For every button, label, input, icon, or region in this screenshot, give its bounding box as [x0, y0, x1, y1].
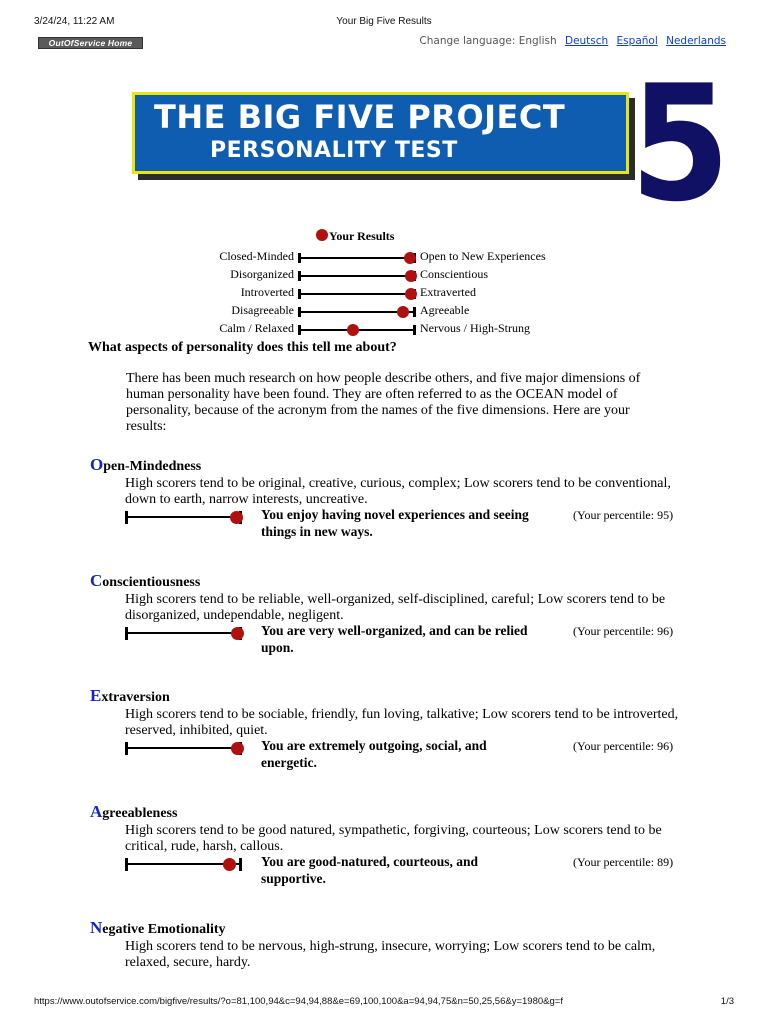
summary-row: [0, 302, 768, 320]
section-question-heading: What aspects of personality does this tell me about?: [88, 340, 397, 355]
factor-title: Open-Mindedness: [90, 455, 202, 474]
factor-percentile: (Your percentile: 89): [573, 855, 674, 869]
summary-row: [0, 266, 768, 284]
banner-numeral: 5: [630, 50, 731, 237]
change-language-label: Change language:: [419, 35, 516, 47]
language-link-deutsch[interactable]: Deutsch: [564, 35, 609, 47]
factor-description: High scorers tend to be nervous, high-strung, insecure, worrying; Low scorers tend to be calm, relaxed, secure, hardy.: [125, 939, 656, 970]
factor-score-marker: [231, 742, 244, 755]
factor-percentile: (Your percentile: 96): [573, 624, 674, 638]
summary-scale: [298, 271, 416, 281]
summary-score-marker: [404, 252, 416, 264]
summary-high-label: Open to New Experiences: [420, 249, 546, 263]
factor-verdict: You enjoy having novel experiences and seeing things in new ways.: [261, 507, 529, 539]
summary-high-label: Nervous / High-Strung: [420, 321, 530, 335]
factor-description: High scorers tend to be good natured, sympathetic, forgiving, courteous; Low scorers tend to be critical, rude, harsh, callous.: [125, 823, 662, 854]
language-switcher: [419, 35, 726, 47]
summary-score-marker: [347, 324, 359, 336]
factor-title: Negative Emotionality: [90, 918, 226, 937]
print-timestamp: 3/24/24, 11:22 AM: [34, 16, 115, 27]
results-summary-heading: Your Results: [316, 228, 394, 244]
factor-verdict: You are good-natured, courteous, and supportive.: [261, 854, 479, 886]
factor-description: High scorers tend to be sociable, friendly, fun loving, talkative; Low scorers tend to be introverted, reserved, inhibited, quiet.: [125, 707, 679, 738]
factor-scale: [125, 511, 242, 523]
factor-description: High scorers tend to be reliable, well-organized, self-disciplined, careful; Low scorers tend to be disorganized, undependable, negligent.: [125, 592, 666, 623]
summary-scale: [298, 325, 416, 335]
summary-low-label: Introverted: [240, 285, 294, 299]
factor-scale: [125, 858, 242, 870]
summary-scale: [298, 289, 416, 299]
summary-row: [0, 248, 768, 266]
summary-high-label: Agreeable: [420, 303, 470, 317]
summary-score-marker: [397, 306, 409, 318]
print-header: [34, 16, 734, 30]
factor-percentile: (Your percentile: 95): [573, 508, 674, 522]
factor-verdict: You are very well-organized, and can be relied upon.: [261, 623, 528, 655]
summary-scale: [298, 253, 416, 263]
factor-score-marker: [231, 627, 244, 640]
factor-scale: [125, 742, 242, 754]
summary-low-label: Disorganized: [230, 267, 294, 281]
summary-high-label: Extraverted: [420, 285, 476, 299]
factor-title: Agreeableness: [90, 802, 178, 821]
language-link-nederlands[interactable]: Nederlands: [666, 35, 726, 47]
language-link-espanol[interactable]: Español: [616, 35, 658, 47]
print-footer: [34, 996, 734, 1010]
intro-paragraph: There has been much research on how people describe others, and five major dimensions of human personality have been found. They are often referred to as the OCEAN model of personality, because of the acronym from the names of the five dimensions. Here are your results:: [126, 371, 641, 434]
factor-score-marker: [223, 858, 236, 871]
print-page-count: 1/3: [720, 996, 734, 1007]
summary-low-label: Closed-Minded: [219, 249, 294, 263]
factor-title: Extraversion: [90, 686, 170, 705]
print-url: https://www.outofservice.com/bigfive/results/?o=81,100,94&c=94,94,88&e=69,100,100&a=94,94,75&n=50,25,56&y=1980&g=f: [34, 996, 563, 1007]
current-language: English: [518, 35, 557, 47]
summary-high-label: Conscientious: [420, 267, 488, 281]
banner-title: THE BIG FIVE PROJECT: [154, 98, 566, 136]
factor-scale: [125, 627, 242, 639]
factor-verdict: You are extremely outgoing, social, and energetic.: [261, 738, 487, 770]
summary-low-label: Calm / Relaxed: [219, 321, 294, 335]
result-marker-icon: [316, 229, 328, 241]
summary-scale: [298, 307, 416, 317]
home-link-button[interactable]: OutOfService Home: [38, 37, 143, 49]
summary-row: [0, 284, 768, 302]
banner-subtitle: PERSONALITY TEST: [210, 138, 458, 163]
factor-description: High scorers tend to be original, creative, curious, complex; Low scorers tend to be conventional, down to earth, narrow interests, uncreative.: [125, 476, 671, 507]
factor-percentile: (Your percentile: 96): [573, 739, 674, 753]
summary-low-label: Disagreeable: [231, 303, 294, 317]
print-page-title: Your Big Five Results: [336, 16, 432, 27]
factor-title: Conscientiousness: [90, 571, 201, 590]
summary-row: [0, 320, 768, 338]
